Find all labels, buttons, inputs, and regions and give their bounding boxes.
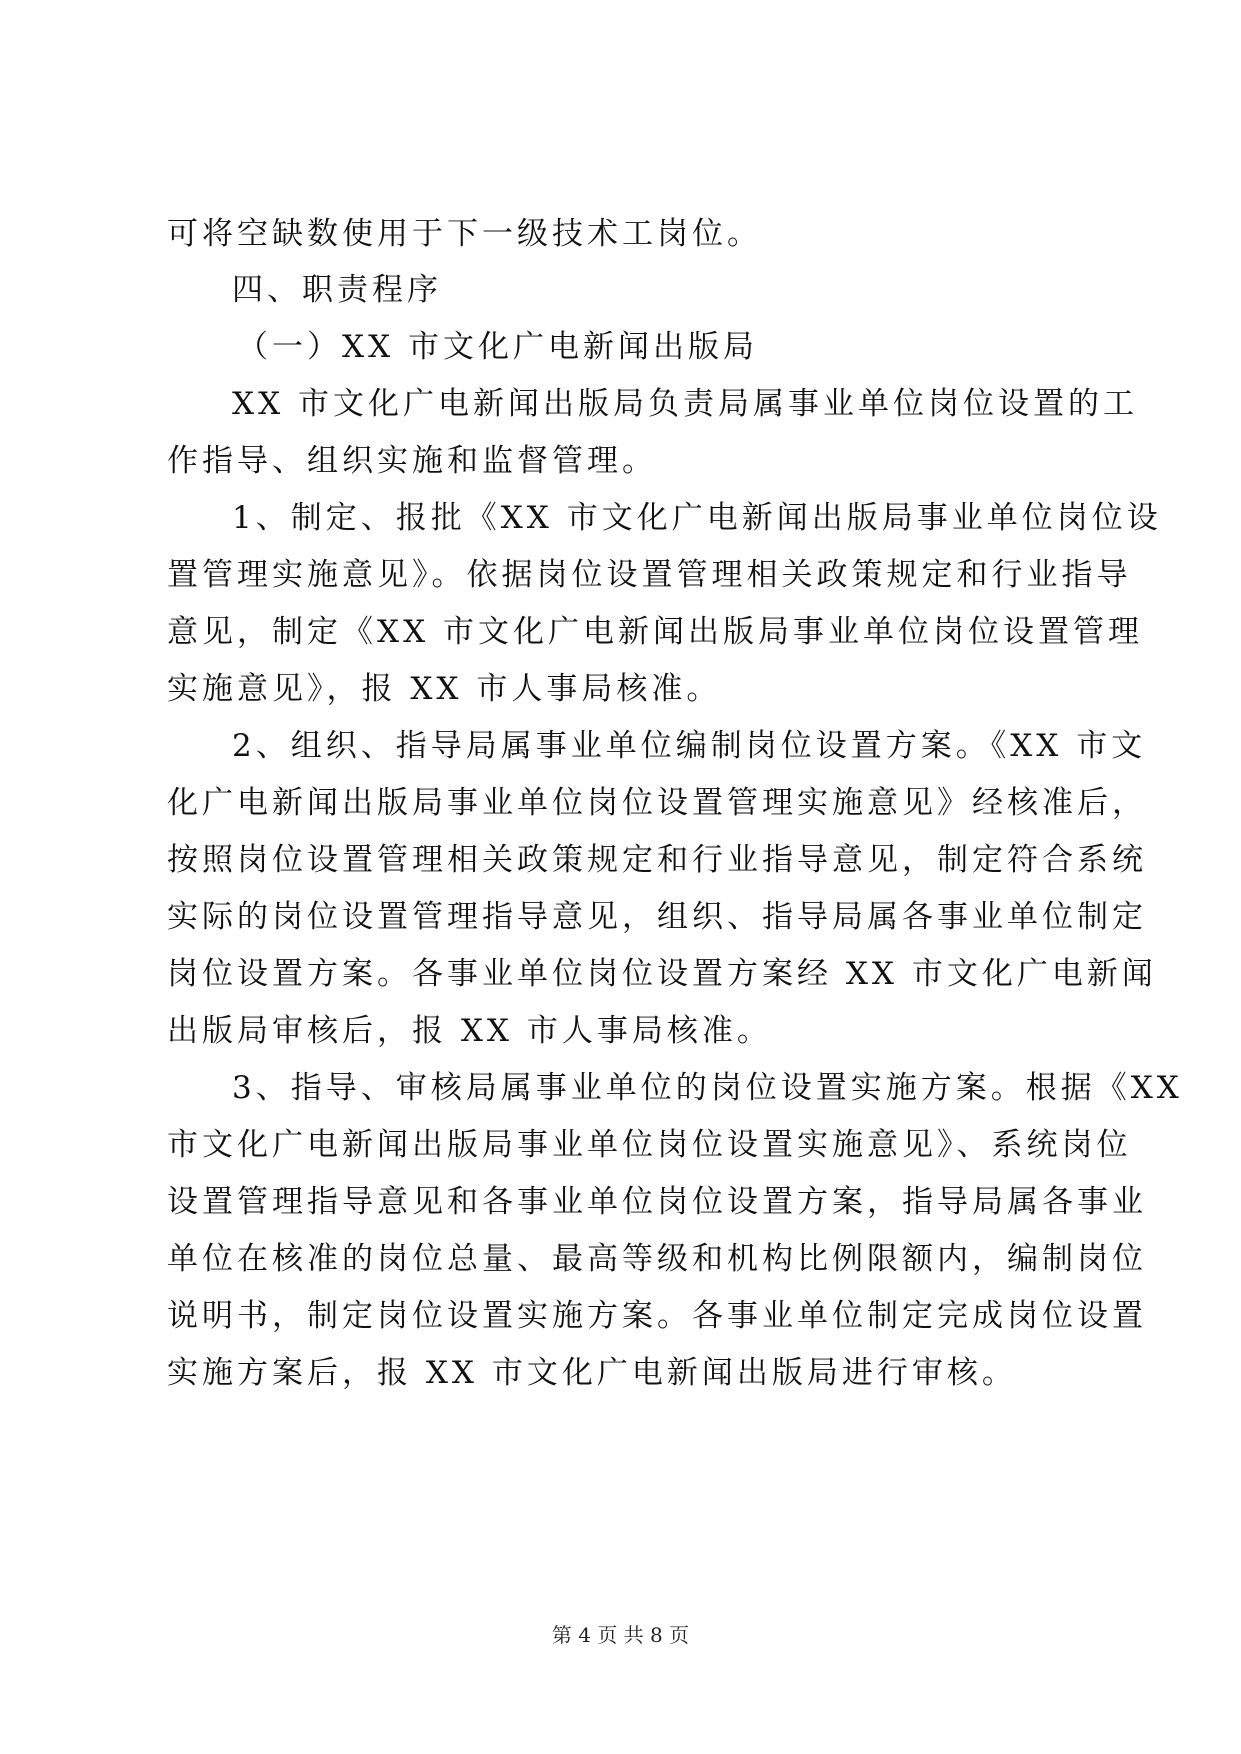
body-line: 说明书，制定岗位设置实施方案。各事业单位制定完成岗位设置 (167, 1298, 1147, 1334)
body-line: 按照岗位设置管理相关政策规定和行业指导意见，制定符合系统 (167, 842, 1147, 878)
body-line: 设置管理指导意见和各事业单位岗位设置方案，指导局属各事业 (167, 1184, 1147, 1220)
body-line: 单位在核准的岗位总量、最高等级和机构比例限额内，编制岗位 (167, 1241, 1147, 1277)
body-line: 实际的岗位设置管理指导意见，组织、指导局属各事业单位制定 (167, 899, 1147, 935)
body-line: 市文化广电新闻出版局事业单位岗位设置实施意见》、系统岗位 (167, 1127, 1132, 1163)
body-line: 意见，制定《XX 市文化广电新闻出版局事业单位岗位设置管理 (167, 614, 1143, 650)
body-line: 置管理实施意见》。依据岗位设置管理相关政策规定和行业指导 (167, 557, 1132, 593)
body-line: 实施方案后，报 XX 市文化广电新闻出版局进行审核。 (167, 1355, 1017, 1391)
body-line: 1、制定、报批《XX 市文化广电新闻出版局事业单位岗位设 (232, 500, 1162, 536)
body-line: 作指导、组织实施和监督管理。 (167, 443, 657, 479)
body-line: 可将空缺数使用于下一级技术工岗位。 (167, 216, 762, 252)
body-line: 化广电新闻出版局事业单位岗位设置管理实施意见》经核准后， (167, 785, 1147, 821)
body-line: 出版局审核后，报 XX 市人事局核准。 (167, 1013, 772, 1049)
body-line: 2、组织、指导局属事业单位编制岗位设置方案。《XX 市文 (232, 728, 1147, 764)
subsection-heading: （一）XX 市文化广电新闻出版局 (237, 329, 758, 365)
body-line: 实施意见》，报 XX 市人事局核准。 (167, 671, 722, 707)
page-number-footer: 第 4 页 共 8 页 (551, 1623, 690, 1647)
body-line: XX 市文化广电新闻出版局负责局属事业单位岗位设置的工 (232, 386, 1138, 422)
section-heading: 四、职责程序 (232, 272, 442, 308)
body-line: 岗位设置方案。各事业单位岗位设置方案经 XX 市文化广电新闻 (167, 956, 1157, 992)
body-line: 3、指导、审核局属事业单位的岗位设置实施方案。根据《XX (232, 1070, 1183, 1106)
